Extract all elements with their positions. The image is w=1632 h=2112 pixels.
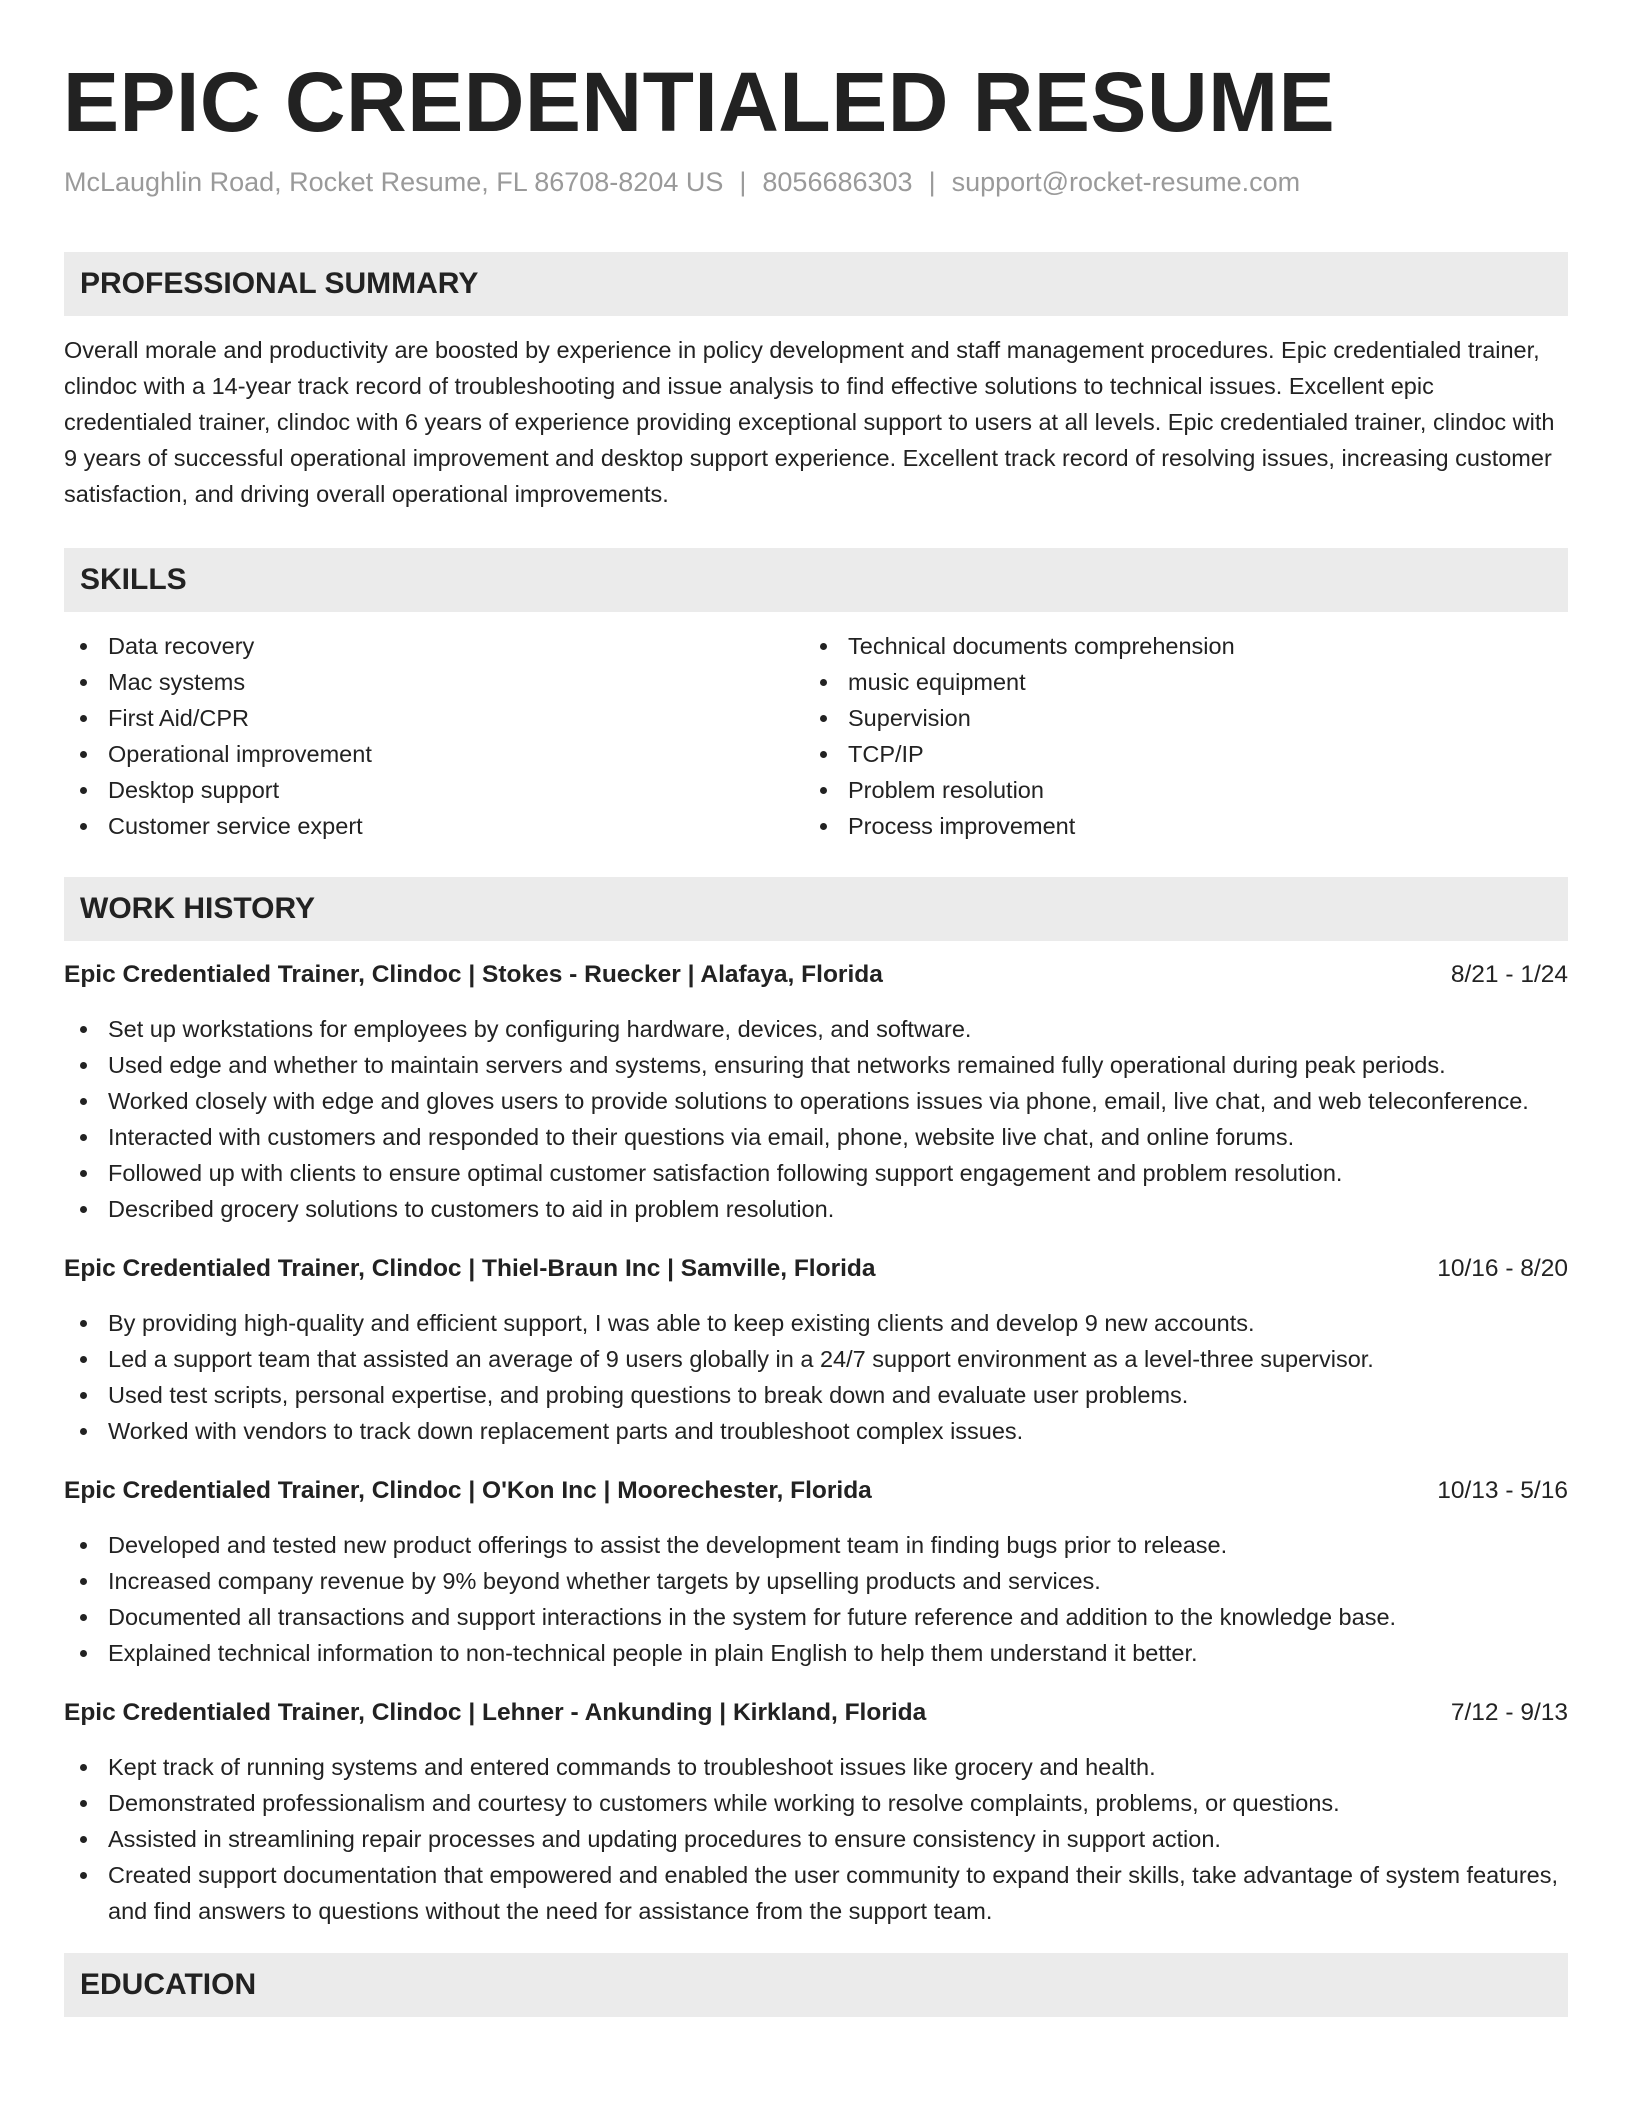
contact-address: McLaughlin Road, Rocket Resume, FL 86708-8204 US <box>64 167 724 197</box>
job-dates: 10/13 - 5/16 <box>1437 1477 1568 1504</box>
skill-item: First Aid/CPR <box>64 700 804 736</box>
section-header-summary: PROFESSIONAL SUMMARY <box>64 252 1568 316</box>
job-bullet: Used test scripts, personal expertise, and probing questions to break down and evaluate user problems. <box>64 1377 1568 1413</box>
section-header-education: EDUCATION <box>64 1953 1568 2017</box>
job-title: Epic Credentialed Trainer, Clindoc | Lehner - Ankunding | Kirkland, Florida <box>64 1699 927 1726</box>
job-header <box>64 957 1568 993</box>
skill-item: TCP/IP <box>804 736 1544 772</box>
job-bullet: Developed and tested new product offerings to assist the development team in finding bugs prior to release. <box>64 1527 1568 1563</box>
skill-item: Mac systems <box>64 664 804 700</box>
skill-item: Data recovery <box>64 628 804 664</box>
skill-item: music equipment <box>804 664 1544 700</box>
resume-title: EPIC CREDENTIALED RESUME <box>63 55 1336 149</box>
job-bullet: Kept track of running systems and entered commands to troubleshoot issues like grocery and health. <box>64 1749 1568 1785</box>
job-bullet: Followed up with clients to ensure optimal customer satisfaction following support engagement and problem resolution. <box>64 1155 1568 1191</box>
job-dates: 10/16 - 8/20 <box>1437 1255 1568 1282</box>
job-title: Epic Credentialed Trainer, Clindoc | Thiel-Braun Inc | Samville, Florida <box>64 1255 876 1282</box>
job-bullet: Explained technical information to non-technical people in plain English to help them understand it better. <box>64 1635 1568 1671</box>
summary-text: Overall morale and productivity are boosted by experience in policy development and staff management procedures. Epic credentialed trainer, clindoc with a 14-year track record of troubleshooting and issue analysis to find effective solutions to technical issues. Excellent epic credentialed trainer, clindoc with 6 years of experience providing exceptional support to users at all levels. Epic credentialed trainer, clindoc with 9 years of successful operational improvement and desktop support experience. Excellent track record of resolving issues, increasing customer satisfaction, and driving overall operational improvements. <box>64 337 1555 507</box>
skill-item: Customer service expert <box>64 808 804 844</box>
skills-column-right <box>804 628 1544 844</box>
skill-item: Process improvement <box>804 808 1544 844</box>
skills-list <box>64 628 1568 844</box>
section-header-work-history: WORK HISTORY <box>64 877 1568 941</box>
job-title: Epic Credentialed Trainer, Clindoc | O'Kon Inc | Moorechester, Florida <box>64 1477 872 1504</box>
job-header <box>64 1473 1568 1509</box>
skill-item: Operational improvement <box>64 736 804 772</box>
skill-item: Desktop support <box>64 772 804 808</box>
job-bullet: Described grocery solutions to customers to aid in problem resolution. <box>64 1191 1568 1227</box>
job-entry <box>64 957 1568 1227</box>
job-bullet: Led a support team that assisted an average of 9 users globally in a 24/7 support environment as a level-three supervisor. <box>64 1341 1568 1377</box>
job-bullet: Assisted in streamlining repair processes and updating procedures to ensure consistency in support action. <box>64 1821 1568 1857</box>
job-bullet: Created support documentation that empowered and enabled the user community to expand their skills, take advantage of system features, and find answers to questions without the need for assistance from the support team. <box>64 1857 1568 1929</box>
job-header <box>64 1695 1568 1731</box>
job-header <box>64 1251 1568 1287</box>
job-bullet: Increased company revenue by 9% beyond whether targets by upselling products and services. <box>64 1563 1568 1599</box>
contact-email: support@rocket-resume.com <box>951 167 1301 197</box>
contact-line <box>64 164 1568 200</box>
job-bullet: By providing high-quality and efficient support, I was able to keep existing clients and develop 9 new accounts. <box>64 1305 1568 1341</box>
job-bullets <box>64 1749 1568 1929</box>
job-bullet: Set up workstations for employees by configuring hardware, devices, and software. <box>64 1011 1568 1047</box>
section-header-skills: SKILLS <box>64 548 1568 612</box>
contact-separator: | <box>928 167 936 197</box>
skill-item: Supervision <box>804 700 1544 736</box>
contact-separator: | <box>739 167 747 197</box>
job-bullets <box>64 1011 1568 1227</box>
job-bullet: Documented all transactions and support interactions in the system for future reference and addition to the knowledge base. <box>64 1599 1568 1635</box>
job-entry <box>64 1251 1568 1449</box>
job-dates: 8/21 - 1/24 <box>1450 961 1568 988</box>
job-dates: 7/12 - 9/13 <box>1450 1699 1568 1726</box>
skill-item: Technical documents comprehension <box>804 628 1544 664</box>
job-bullet: Demonstrated professionalism and courtesy to customers while working to resolve complaints, problems, or questions. <box>64 1785 1568 1821</box>
job-bullet: Worked with vendors to track down replacement parts and troubleshoot complex issues. <box>64 1413 1568 1449</box>
job-bullet: Used edge and whether to maintain servers and systems, ensuring that networks remained fully operational during peak periods. <box>64 1047 1568 1083</box>
job-bullet: Worked closely with edge and gloves users to provide solutions to operations issues via phone, email, live chat, and web teleconference. <box>64 1083 1568 1119</box>
job-entry <box>64 1695 1568 1929</box>
job-title: Epic Credentialed Trainer, Clindoc | Stokes - Ruecker | Alafaya, Florida <box>64 961 883 988</box>
job-entry <box>64 1473 1568 1671</box>
job-bullet: Interacted with customers and responded to their questions via email, phone, website live chat, and online forums. <box>64 1119 1568 1155</box>
skills-column-left <box>64 628 804 844</box>
skill-item: Problem resolution <box>804 772 1544 808</box>
contact-phone: 8056686303 <box>762 167 913 197</box>
job-bullets <box>64 1305 1568 1449</box>
job-bullets <box>64 1527 1568 1671</box>
